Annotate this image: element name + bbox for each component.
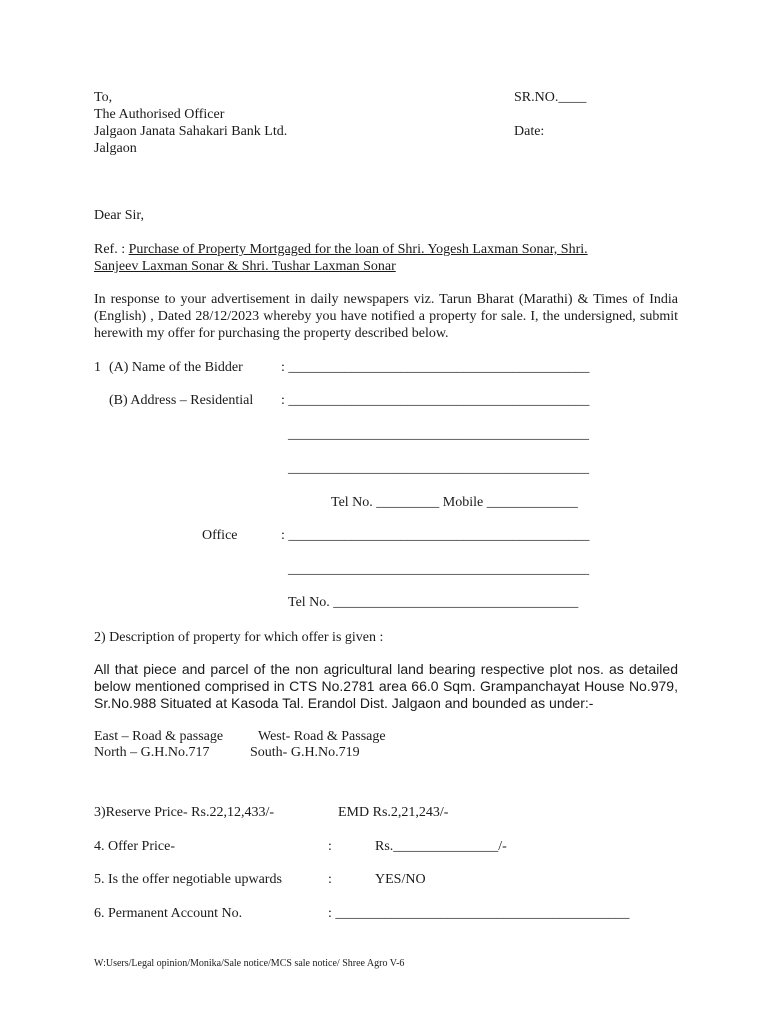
office-tel-field[interactable]: Tel No. ___________________________________ <box>288 595 579 610</box>
ref-line-1 <box>94 241 588 258</box>
sr-no: SR.NO.____ <box>514 90 587 105</box>
pan-field[interactable]: : __________________________________________ <box>328 906 630 921</box>
date-label: Date: <box>514 124 545 139</box>
negotiable-label: 5. Is the offer negotiable upwards <box>94 872 282 887</box>
boundary-east: East – Road & passage <box>94 729 224 744</box>
description-text: All that piece and parcel of the non agricultural land bearing respective plot nos. as detailed below mentioned comprised in CTS No.2781 area 66.0 Sqm. Grampanchayat House No.979, Sr.No.988 Situated at Kasoda Tal. Erandol Dist. Jalgaon and bounded as under:- <box>94 661 678 711</box>
boundary-north: North – G.H.No.717 <box>94 745 210 760</box>
negotiable-options[interactable]: YES/NO <box>375 872 426 887</box>
negotiable-colon: : <box>328 872 332 887</box>
residential-address-label: (B) Address – Residential <box>109 393 254 408</box>
boundary-south: South- G.H.No.719 <box>250 745 360 760</box>
to-line-3: Jalgaon Janata Sahakari Bank Ltd. <box>94 124 288 139</box>
ref-prefix: Ref. : <box>94 242 129 257</box>
to-line-2: The Authorised Officer <box>94 107 225 122</box>
office-address-field-1[interactable]: : ___________________________________________ <box>281 528 590 543</box>
description-heading: 2) Description of property for which offer is given : <box>94 630 384 645</box>
residential-address-field-1[interactable]: : ___________________________________________ <box>281 393 590 408</box>
office-address-field-2[interactable]: ___________________________________________ <box>288 562 589 577</box>
bidder-name-label: (A) Name of the Bidder <box>109 360 243 375</box>
to-line-1: To, <box>94 90 113 105</box>
salutation: Dear Sir, <box>94 208 144 223</box>
ref-subject-1: Purchase of Property Mortgaged for the loan of Shri. Yogesh Laxman Sonar, Shri. <box>128 242 588 257</box>
residential-address-field-2[interactable]: ___________________________________________ <box>288 427 589 442</box>
footer-path: W:Users/Legal opinion/Monika/Sale notice/MCS sale notice/ Shree Agro V-6 <box>94 958 405 969</box>
tel-mobile-field[interactable]: Tel No. _________ Mobile _____________ <box>331 495 578 510</box>
reserve-price: 3)Reserve Price- Rs.22,12,433/- <box>94 805 275 820</box>
office-address-label: Office <box>202 528 238 543</box>
offer-price-label: 4. Offer Price- <box>94 839 175 854</box>
residential-address-field-3[interactable]: ___________________________________________ <box>288 461 589 476</box>
offer-price-field[interactable]: Rs._______________/- <box>375 839 507 854</box>
item-1-number: 1 <box>94 360 101 375</box>
bidder-name-field[interactable]: : ___________________________________________ <box>281 360 590 375</box>
intro-paragraph: In response to your advertisement in daily newspapers viz. Tarun Bharat (Marathi) & Times of India (English) , Dated 28/12/2023 whereby you have notified a property for sale. I, the undersigned, submit herewith my offer for purchasing the property described below. <box>94 292 678 341</box>
offer-price-colon: : <box>328 839 332 854</box>
to-line-4: Jalgaon <box>94 141 137 156</box>
emd-amount: EMD Rs.2,21,243/- <box>338 805 449 820</box>
pan-label: 6. Permanent Account No. <box>94 906 243 921</box>
ref-subject-2: Sanjeev Laxman Sonar & Shri. Tushar Laxman Sonar <box>94 259 396 274</box>
boundary-west: West- Road & Passage <box>258 729 386 744</box>
